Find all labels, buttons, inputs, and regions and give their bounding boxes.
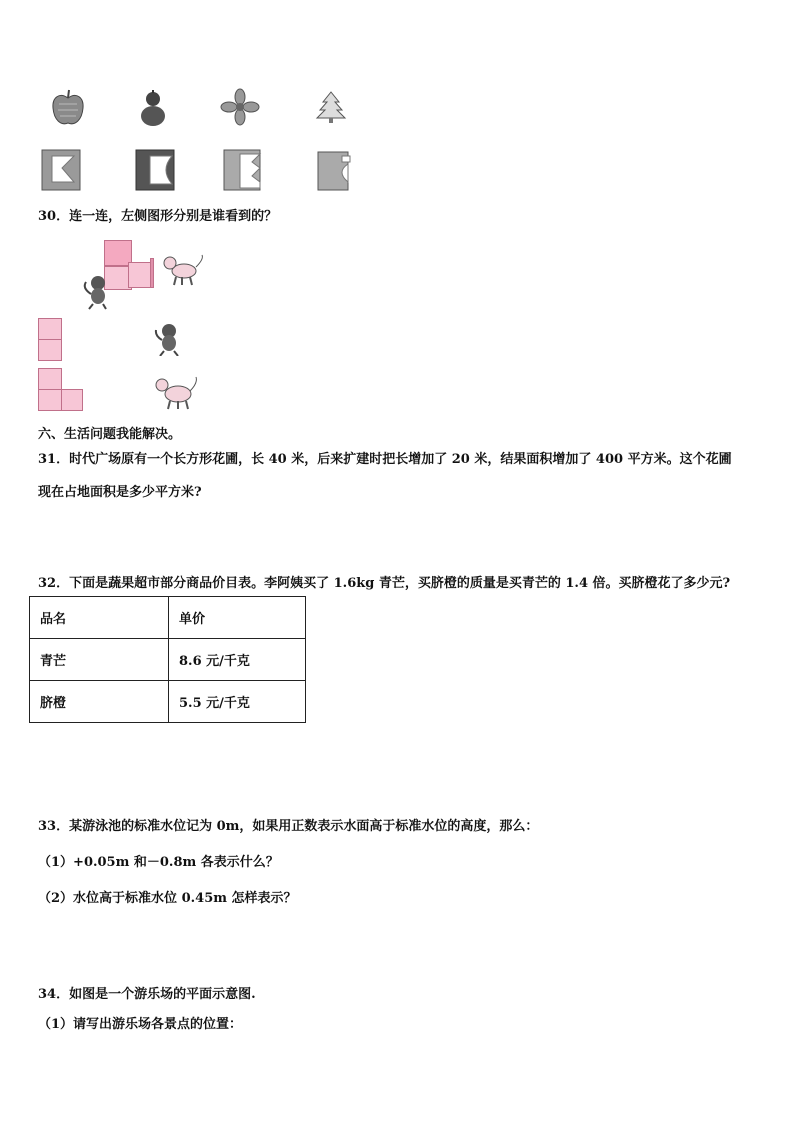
question-31-line1: 31．时代广场原有一个长方形花圃，长 40 米，后来扩建时把长增加了 20 米，结果面积增加了 400 平方米。这个花圃 (38, 452, 732, 467)
table-row (30, 681, 306, 723)
question-33: 33．某游泳池的标准水位记为 0m，如果用正数表示水面高于标准水位的高度，那么： (38, 819, 539, 834)
question-32: 32．下面是蔬果超市部分商品价目表。李阿姨买了 1.6kg 青芒，买脐橙的质量是买青芒的 1.4 倍。买脐橙花了多少元? (38, 576, 731, 591)
table-cell: 5.5 元/千克 (169, 681, 306, 723)
dog-icon (160, 253, 206, 287)
table-row (30, 639, 306, 681)
price-table (29, 596, 306, 723)
table-header-row (30, 597, 306, 639)
table-header-cell: 品名 (30, 597, 169, 639)
question-34-sub1: （1）请写出游乐场各景点的位置： (38, 1017, 243, 1032)
table-cell: 8.6 元/千克 (169, 639, 306, 681)
question-33-sub2: （2）水位高于标准水位 0.45m 怎样表示？ (38, 891, 297, 906)
table-cell: 脐橙 (30, 681, 169, 723)
question-34: 34．如图是一个游乐场的平面示意图. (38, 987, 256, 1002)
table-cell: 青芒 (30, 639, 169, 681)
question-33-sub1: （1）+0.05m 和－0.8m 各表示什么？ (38, 855, 279, 870)
question-30: 30．连一连，左侧图形分别是谁看到的？ (38, 209, 278, 224)
question-31-line2: 现在占地面积是多少平方米? (38, 485, 202, 500)
apple-icon (50, 88, 86, 128)
monkey-icon (152, 322, 186, 356)
tree-icon (315, 90, 347, 124)
section-title: 六、生活问题我能解决。 (38, 427, 182, 442)
cutout-c-icon (134, 148, 176, 192)
gourd-icon (138, 88, 168, 128)
monkey-icon (80, 274, 112, 310)
cutout-zigzag-icon (222, 148, 264, 192)
table-header-cell: 单价 (169, 597, 306, 639)
cutout-notch-icon (316, 150, 356, 192)
flower-icon (220, 88, 260, 126)
dog-icon (152, 375, 200, 411)
cutout-e-icon (40, 148, 82, 192)
